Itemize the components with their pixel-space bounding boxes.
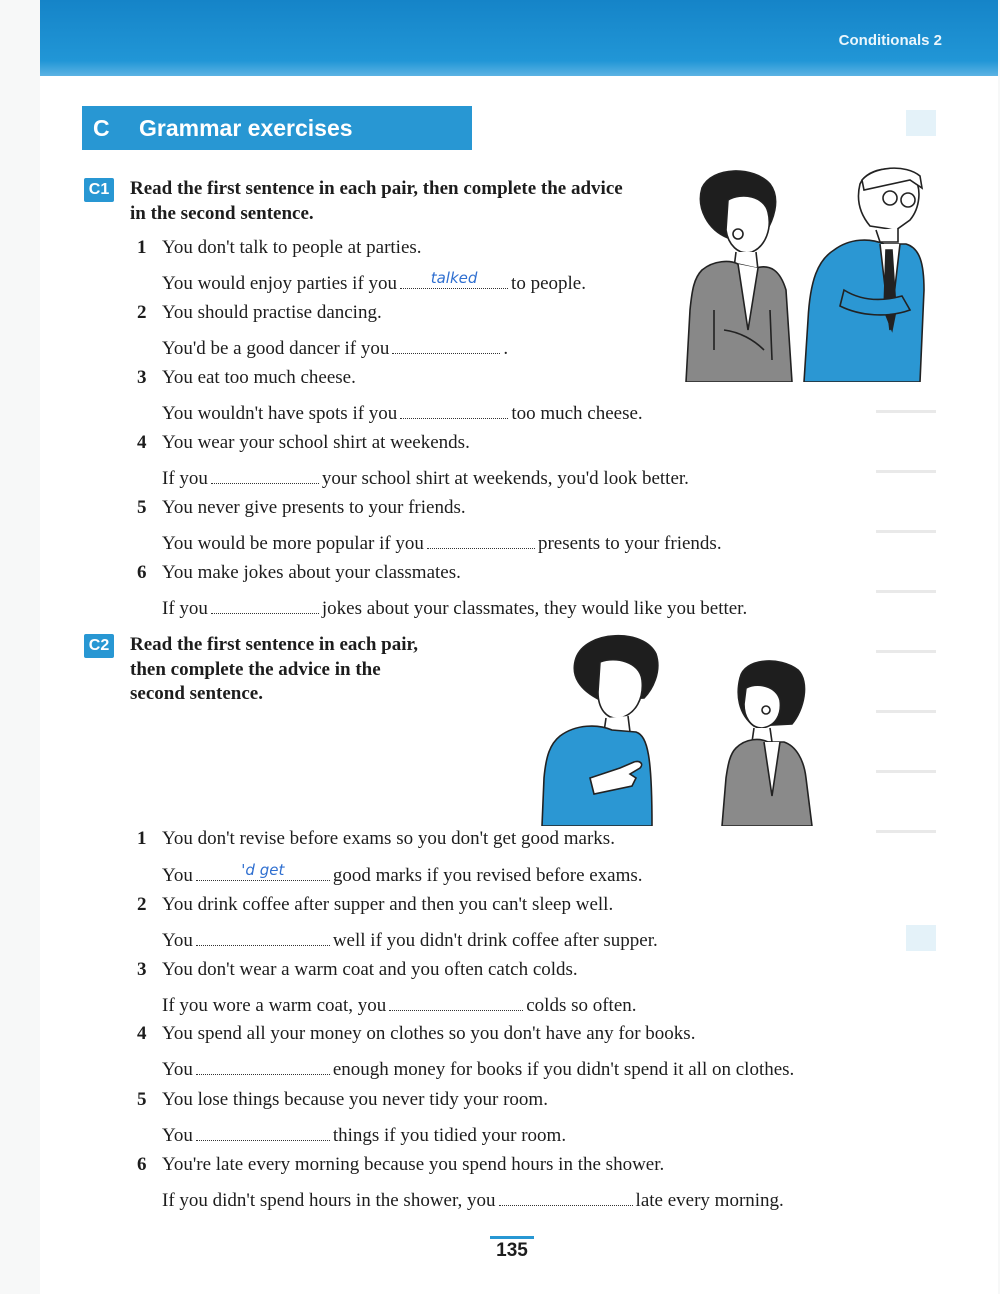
answer-blank[interactable] (196, 1121, 330, 1141)
first-sentence: You make jokes about your classmates. (162, 562, 461, 583)
first-sentence: You don't talk to people at parties. (162, 237, 422, 258)
advice-suffix: colds so often. (526, 995, 637, 1016)
advice-suffix: presents to your friends. (537, 533, 722, 554)
answer-blank[interactable] (499, 1186, 633, 1206)
answer-blank[interactable] (427, 529, 535, 549)
c2-instruction: Read the first sentence in each pair, then complete the advice in the second sentence. (130, 634, 418, 704)
advice-prefix: You (162, 1125, 193, 1146)
girl-figure (722, 661, 812, 826)
advice-prefix: If you (162, 468, 208, 489)
section-title: Grammar exercises (139, 115, 353, 141)
man-figure (804, 168, 924, 382)
advice-prefix: If you didn't spend hours in the shower, you (162, 1190, 496, 1211)
answer-blank[interactable] (400, 269, 508, 289)
advice-sentence (162, 334, 508, 360)
advice-suffix: . (503, 338, 509, 359)
c2-illustration (540, 628, 820, 826)
advice-sentence (162, 926, 658, 952)
item-number: 6 (137, 1154, 147, 1175)
advice-prefix: You (162, 865, 193, 886)
advice-prefix: You (162, 1059, 193, 1080)
section-header (82, 106, 472, 150)
item-number: 1 (137, 828, 147, 849)
advice-suffix: your school shirt at weekends, you'd look better. (321, 468, 689, 489)
woman-figure (542, 636, 658, 826)
answer-blank[interactable] (211, 594, 319, 614)
first-sentence: You eat too much cheese. (162, 367, 356, 388)
item-number: 3 (137, 367, 147, 388)
answer-blank[interactable] (196, 926, 330, 946)
advice-sentence (162, 269, 586, 295)
first-sentence: You should practise dancing. (162, 302, 382, 323)
answer-blank[interactable] (400, 399, 508, 419)
item-number: 5 (137, 497, 147, 518)
advice-prefix: You would enjoy parties if you (162, 273, 398, 294)
advice-sentence (162, 991, 637, 1017)
first-sentence: You're late every morning because you spend hours in the shower. (162, 1154, 665, 1175)
advice-sentence (162, 594, 747, 620)
item-number: 2 (137, 894, 147, 915)
advice-prefix: You wouldn't have spots if you (162, 403, 398, 424)
advice-sentence (162, 861, 643, 887)
advice-suffix: to people. (511, 273, 586, 294)
answer-blank[interactable] (196, 1055, 330, 1075)
advice-sentence (162, 1186, 784, 1212)
exercise-badge-c2: C2 (84, 634, 114, 658)
advice-suffix: late every morning. (635, 1190, 784, 1211)
advice-suffix: jokes about your classmates, they would like you better. (321, 598, 748, 619)
advice-sentence (162, 1055, 794, 1081)
answer-blank[interactable] (196, 861, 330, 881)
advice-prefix: If you (162, 598, 208, 619)
first-sentence: You never give presents to your friends. (162, 497, 466, 518)
item-number: 4 (137, 432, 147, 453)
exercise-badge-c1: C1 (84, 178, 114, 202)
c1-instruction: Read the first sentence in each pair, then complete the advice in the second sentence. (130, 178, 623, 224)
advice-sentence (162, 464, 689, 490)
advice-sentence (162, 1121, 566, 1147)
item-number: 6 (137, 562, 147, 583)
handwritten-answer: 'd get (241, 861, 285, 879)
advice-suffix: things if you tidied your room. (332, 1125, 567, 1146)
first-sentence: You spend all your money on clothes so you don't have any for books. (162, 1023, 696, 1044)
advice-prefix: You (162, 930, 193, 951)
answer-blank[interactable] (211, 464, 319, 484)
item-number: 2 (137, 302, 147, 323)
answer-blank[interactable] (392, 334, 500, 354)
item-number: 3 (137, 959, 147, 980)
girl-figure (686, 171, 792, 382)
page-number: 135 (490, 1236, 534, 1262)
first-sentence: You lose things because you never tidy your room. (162, 1089, 548, 1110)
advice-sentence (162, 529, 722, 555)
item-number: 5 (137, 1089, 147, 1110)
item-number: 1 (137, 237, 147, 258)
c1-illustration (684, 160, 926, 382)
advice-sentence (162, 399, 643, 425)
handwritten-answer: talked (430, 269, 478, 287)
item-number: 4 (137, 1023, 147, 1044)
section-letter: C (93, 115, 110, 141)
advice-suffix: good marks if you revised before exams. (332, 865, 643, 886)
advice-suffix: too much cheese. (511, 403, 643, 424)
advice-prefix: You'd be a good dancer if you (162, 338, 390, 359)
chapter-title: Conditionals 2 (838, 32, 942, 49)
first-sentence: You wear your school shirt at weekends. (162, 432, 470, 453)
advice-prefix: If you wore a warm coat, you (162, 995, 387, 1016)
first-sentence: You don't wear a warm coat and you often catch colds. (162, 959, 578, 980)
advice-prefix: You would be more popular if you (162, 533, 424, 554)
advice-suffix: enough money for books if you didn't spend it all on clothes. (332, 1059, 795, 1080)
advice-suffix: well if you didn't drink coffee after supper. (332, 930, 658, 951)
answer-blank[interactable] (389, 991, 523, 1011)
first-sentence: You don't revise before exams so you don't get good marks. (162, 828, 615, 849)
first-sentence: You drink coffee after supper and then you can't sleep well. (162, 894, 614, 915)
